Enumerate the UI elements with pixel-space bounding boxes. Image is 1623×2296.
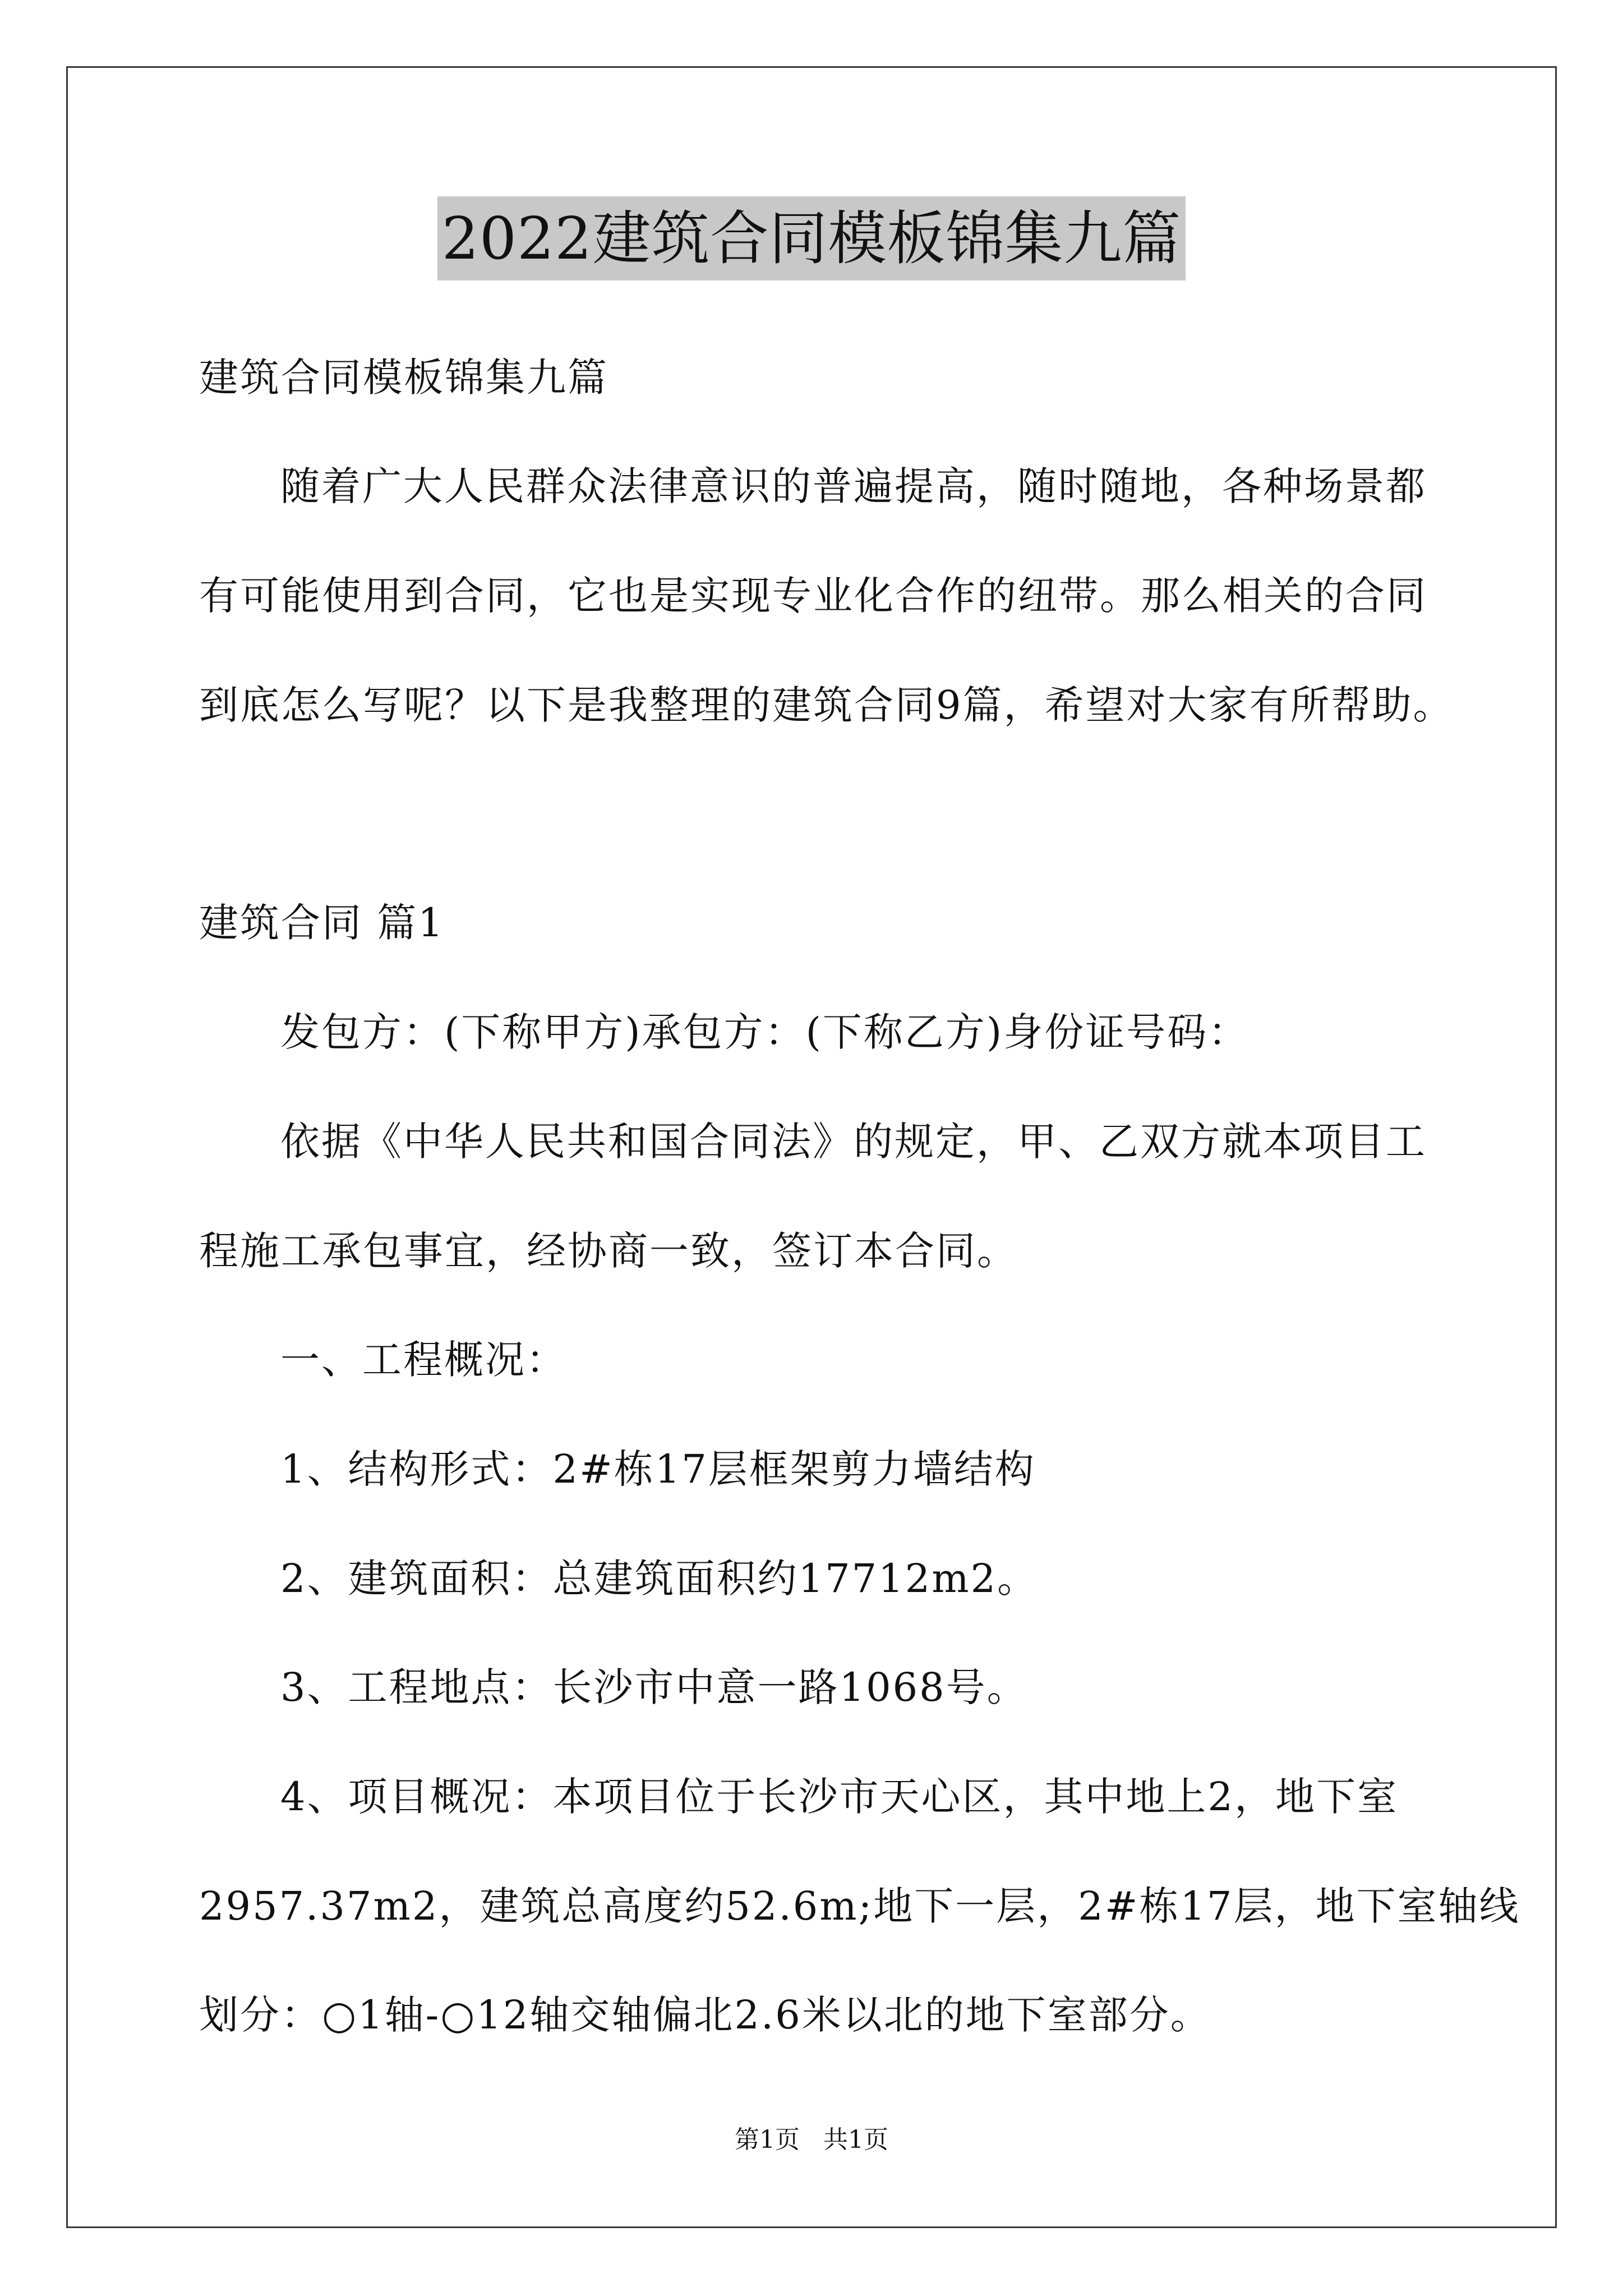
document-title: 2022建筑合同模板锦集九篇 bbox=[437, 196, 1186, 280]
body-line-5: 1、结构形式：2#栋17层框架剪力墙结构 bbox=[280, 1446, 1036, 1492]
document-subtitle: 建筑合同模板锦集九篇 bbox=[199, 355, 608, 401]
page-footer bbox=[0, 2123, 1623, 2157]
section-heading: 建筑合同 篇1 bbox=[199, 900, 445, 946]
body-line-3: 程施工承包事宜，经协商一致，签订本合同。 bbox=[199, 1228, 1018, 1274]
body-line-9: 2957.37m2，建筑总高度约52.6m;地下一层，2#栋17层，地下室轴线 bbox=[199, 1883, 1520, 1929]
page-number: 第1页 bbox=[735, 2125, 800, 2154]
body-line-8: 4、项目概况：本项目位于长沙市天心区，其中地上2，地下室 bbox=[280, 1774, 1399, 1820]
body-line-10: 划分：○1轴-○12轴交轴偏北2.6米以北的地下室部分。 bbox=[199, 1992, 1211, 2038]
page-total: 共1页 bbox=[823, 2125, 888, 2154]
body-line-2: 依据《中华人民共和国合同法》的规定，甲、乙双方就本项目工 bbox=[280, 1119, 1427, 1165]
intro-line-3: 到底怎么写呢？以下是我整理的建筑合同9篇，希望对大家有所帮助。 bbox=[199, 682, 1454, 728]
body-line-1: 发包方：(下称甲方)承包方：(下称乙方)身份证号码： bbox=[280, 1009, 1249, 1055]
intro-line-2: 有可能使用到合同，它也是实现专业化合作的纽带。那么相关的合同 bbox=[199, 573, 1427, 619]
intro-line-1: 随着广大人民群众法律意识的普遍提高，随时随地，各种场景都 bbox=[280, 463, 1427, 509]
body-line-4: 一、工程概况： bbox=[280, 1337, 567, 1383]
body-line-7: 3、工程地点：长沙市中意一路1068号。 bbox=[280, 1664, 1028, 1710]
title-container bbox=[0, 196, 1623, 280]
body-line-6: 2、建筑面积：总建筑面积约17712m2。 bbox=[280, 1556, 1039, 1602]
